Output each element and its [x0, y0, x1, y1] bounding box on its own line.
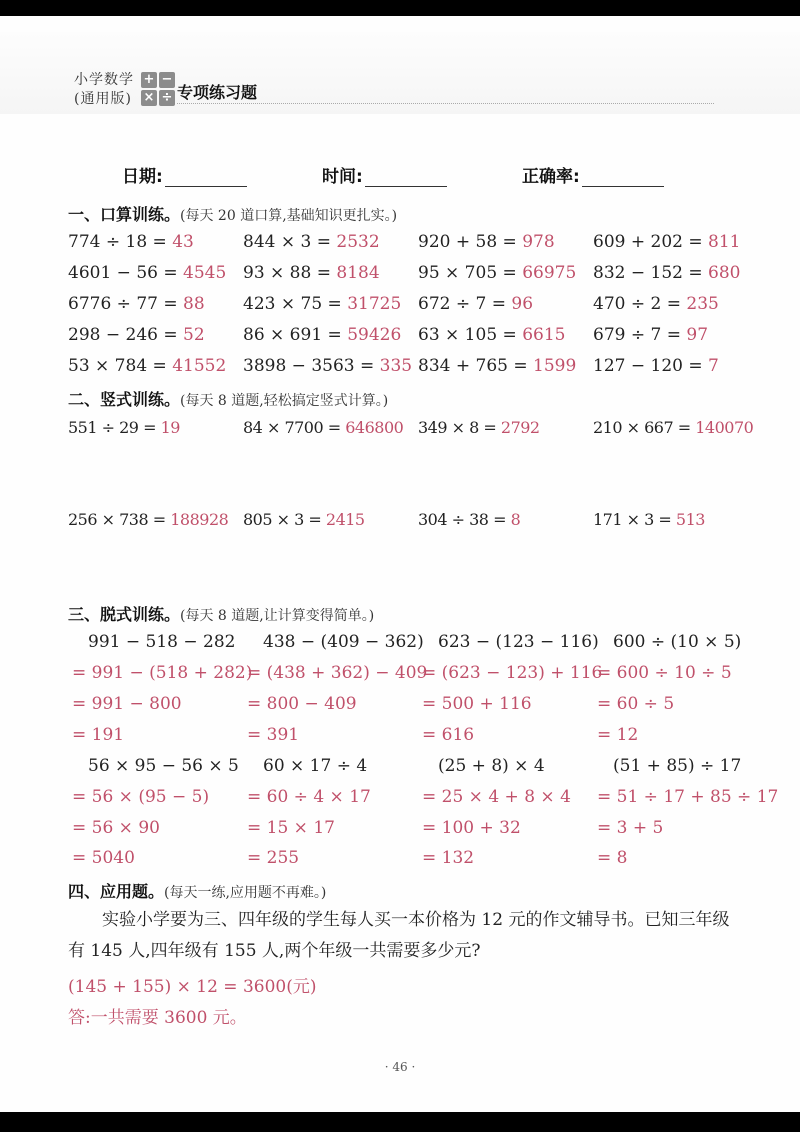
oral-item: 679 ÷ 7 = 97: [593, 325, 709, 345]
oral-item: 93 × 88 = 8184: [243, 263, 380, 283]
stepwise-question: 60 × 17 ÷ 4: [263, 756, 368, 776]
stepwise-step: = 600 ÷ 10 ÷ 5: [597, 663, 732, 683]
stepwise-step: = (438 + 362) − 409: [247, 663, 428, 683]
word-problem-answer: 答:一共需要 3600 元。: [68, 1008, 247, 1028]
series-title: 专项练习题: [177, 83, 258, 102]
stepwise-step: = 3 + 5: [597, 818, 664, 838]
stepwise-step: = 255: [247, 848, 300, 868]
oral-item: 63 × 105 = 6615: [418, 325, 566, 345]
vertical-item: 551 ÷ 29 = 19: [68, 418, 180, 437]
stepwise-step: = 991 − 800: [72, 694, 182, 714]
oral-item: 920 + 58 = 978: [418, 232, 555, 252]
stepwise-step: = 8: [597, 848, 628, 868]
brand: [74, 71, 134, 109]
stepwise-question: 991 − 518 − 282: [88, 632, 236, 652]
oral-item: 53 × 784 = 41552: [68, 356, 227, 376]
oral-item: 672 ÷ 7 = 96: [418, 294, 534, 314]
oral-item: 834 + 765 = 1599: [418, 356, 577, 376]
date-field[interactable]: [122, 162, 247, 187]
stepwise-step: = 60 ÷ 4 × 17: [247, 787, 371, 807]
stepwise-step: = 391: [247, 725, 300, 745]
time-blank[interactable]: [365, 167, 447, 187]
vertical-item: 210 × 667 = 140070: [593, 418, 754, 437]
section3-title: 三、脱式训练。(每天 8 道题,让计算变得简单。): [68, 605, 375, 624]
stepwise-question: 600 ÷ (10 × 5): [613, 632, 742, 652]
stepwise-step: = 800 − 409: [247, 694, 357, 714]
date-label: 日期:: [122, 167, 163, 187]
oral-item: 6776 ÷ 77 = 88: [68, 294, 205, 314]
stepwise-step: = 56 × (95 − 5): [72, 787, 210, 807]
brand-line2: (通用版): [74, 91, 132, 107]
word-problem-solution: (145 + 155) × 12 = 3600(元): [68, 977, 317, 997]
stepwise-step: = 12: [597, 725, 639, 745]
stepwise-step: = 616: [422, 725, 475, 745]
minus-icon: −: [159, 72, 175, 88]
divide-icon: ÷: [159, 90, 175, 106]
stepwise-step: = 500 + 116: [422, 694, 532, 714]
time-label: 时间:: [322, 167, 363, 187]
stepwise-step: = 191: [72, 725, 125, 745]
stepwise-question: (25 + 8) × 4: [438, 756, 545, 776]
page-number: · 46 ·: [384, 1060, 416, 1074]
stepwise-step: = 25 × 4 + 8 × 4: [422, 787, 571, 807]
plus-icon: +: [141, 72, 157, 88]
stepwise-step: = 56 × 90: [72, 818, 160, 838]
oral-item: 470 ÷ 2 = 235: [593, 294, 719, 314]
stepwise-step: = 5040: [72, 848, 135, 868]
vertical-item: 349 × 8 = 2792: [418, 418, 540, 437]
vertical-item: 84 × 7700 = 646800: [243, 418, 404, 437]
oral-item: 3898 − 3563 = 335: [243, 356, 413, 376]
oral-item: 4601 − 56 = 4545: [68, 263, 227, 283]
section4-title: 四、应用题。(每天一练,应用题不再难。): [68, 882, 327, 901]
stepwise-step: = 60 ÷ 5: [597, 694, 675, 714]
oral-item: 127 − 120 = 7: [593, 356, 719, 376]
times-icon: ×: [141, 90, 157, 106]
vertical-item: 805 × 3 = 2415: [243, 510, 365, 529]
accuracy-field[interactable]: [522, 162, 664, 187]
brand-line1: 小学数学: [74, 72, 134, 88]
stepwise-question: (51 + 85) ÷ 17: [613, 756, 742, 776]
stepwise-question: 438 − (409 − 362): [263, 632, 424, 652]
stepwise-step: = 132: [422, 848, 475, 868]
oral-item: 95 × 705 = 66975: [418, 263, 577, 283]
vertical-item: 256 × 738 = 188928: [68, 510, 229, 529]
section1-title: 一、口算训练。(每天 20 道口算,基础知识更扎实。): [68, 205, 398, 224]
oral-item: 832 − 152 = 680: [593, 263, 741, 283]
time-field[interactable]: [322, 162, 447, 187]
stepwise-step: = 991 − (518 + 282): [72, 663, 253, 683]
oral-item: 774 ÷ 18 = 43: [68, 232, 194, 252]
oral-item: 609 + 202 = 811: [593, 232, 741, 252]
oral-item: 298 − 246 = 52: [68, 325, 205, 345]
oral-item: 844 × 3 = 2532: [243, 232, 380, 252]
oral-item: 423 × 75 = 31725: [243, 294, 402, 314]
vertical-item: 304 ÷ 38 = 8: [418, 510, 521, 529]
oral-item: 86 × 691 = 59426: [243, 325, 402, 345]
date-blank[interactable]: [165, 167, 247, 187]
accuracy-label: 正确率:: [522, 167, 580, 187]
header-divider: [177, 103, 714, 104]
stepwise-question: 56 × 95 − 56 × 5: [88, 756, 239, 776]
stepwise-step: = 51 ÷ 17 + 85 ÷ 17: [597, 787, 779, 807]
stepwise-step: = 100 + 32: [422, 818, 521, 838]
section2-title: 二、竖式训练。(每天 8 道题,轻松搞定竖式计算。): [68, 390, 389, 409]
accuracy-blank[interactable]: [582, 167, 664, 187]
stepwise-question: 623 − (123 − 116): [438, 632, 599, 652]
stepwise-step: = 15 × 17: [247, 818, 335, 838]
arithmetic-ops-icon: [141, 72, 175, 106]
stepwise-step: = (623 − 123) + 116: [422, 663, 603, 683]
word-problem: 实验小学要为三、四年级的学生每人买一本价格为 12 元的作文辅导书。已知三年级有 145 人,四年级有 155 人,两个年级一共需要多少元?: [68, 910, 730, 961]
vertical-item: 171 × 3 = 513: [593, 510, 705, 529]
